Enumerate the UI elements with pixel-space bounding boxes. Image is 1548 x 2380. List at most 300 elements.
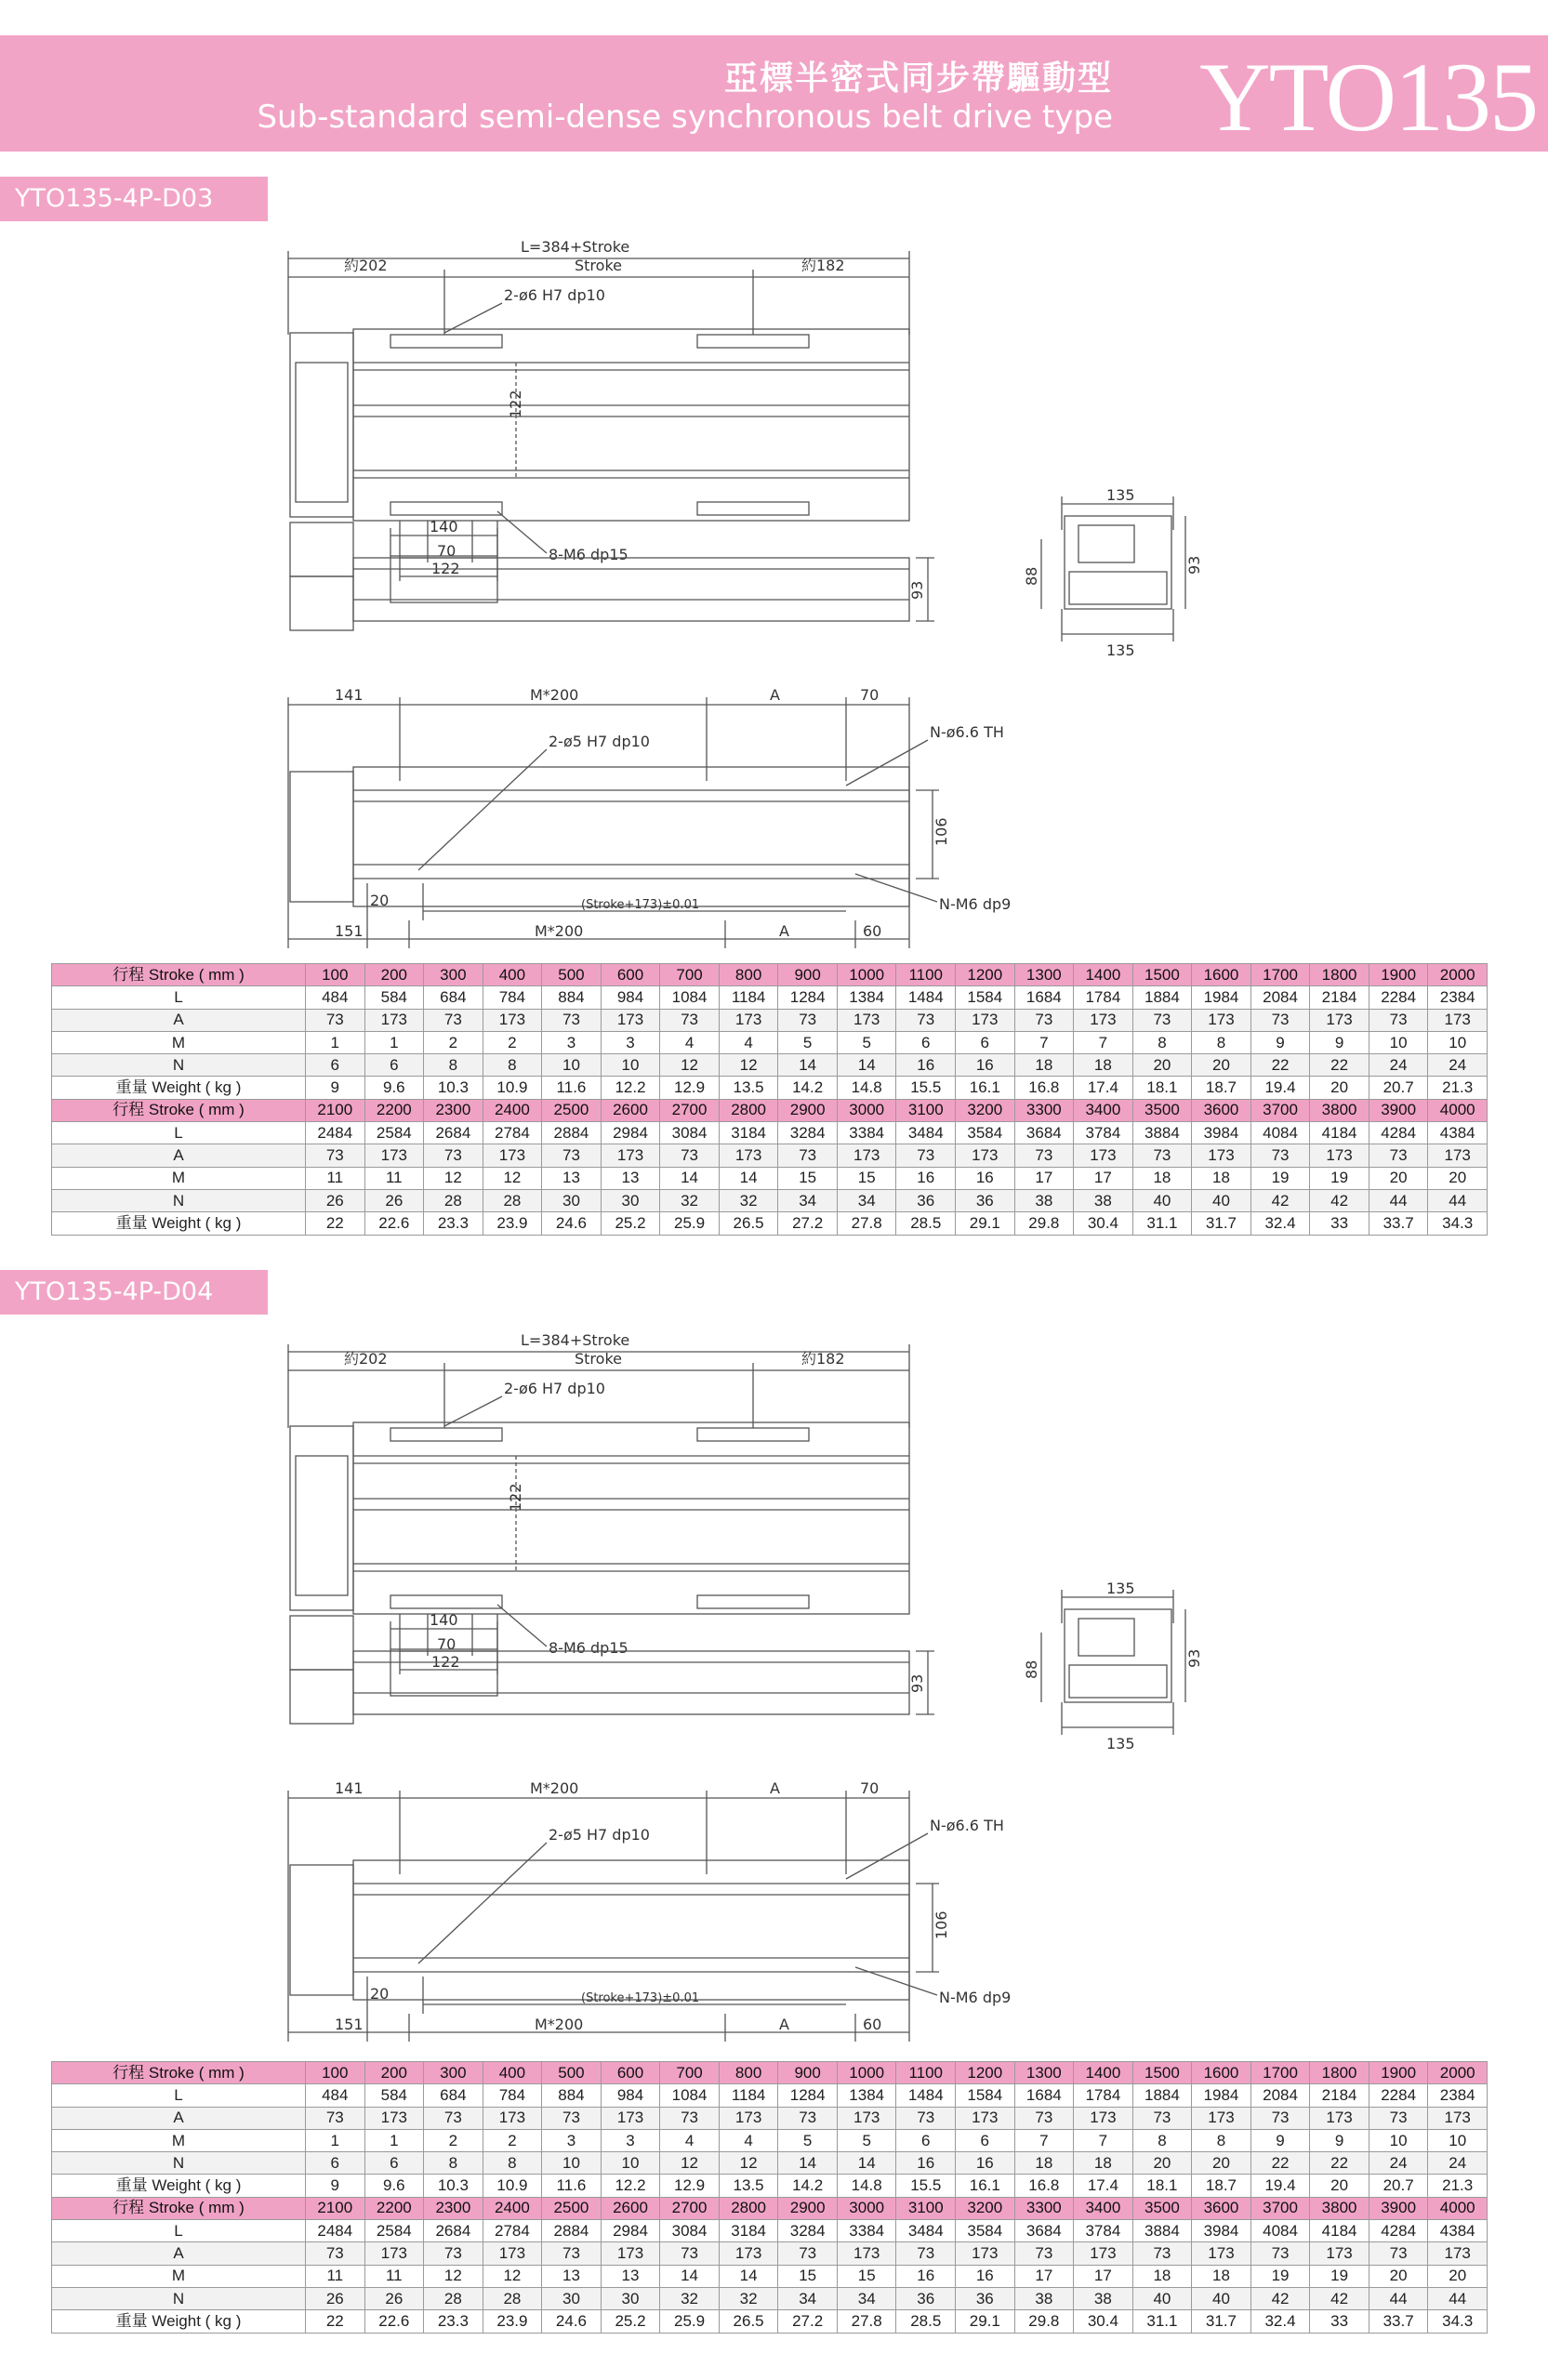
spec-cell: 18.1 [1132,1077,1192,1099]
spec-cell: 1684 [1014,2084,1074,2107]
spec-cell: 2 [424,1031,483,1053]
spec-cell: 22 [306,1212,365,1235]
spec-cell: 22 [1310,2152,1369,2175]
dim-70: 70 [437,1635,456,1653]
spec-cell: 24.6 [542,1212,602,1235]
label-pin-hole: 2-ø6 H7 dp10 [504,1380,605,1397]
dim-122: 122 [431,560,460,577]
spec-cell: 20.7 [1369,1077,1428,1099]
spec-cell: 2000 [1428,964,1488,986]
spec-cell: 16 [896,2265,956,2287]
spec-row-label: M [52,2129,306,2151]
spec-row-label: N [52,1189,306,1211]
spec-cell: 38 [1074,1189,1133,1211]
spec-cell: 26.5 [719,1212,778,1235]
spec-cell: 40 [1192,1189,1251,1211]
spec-cell: 2200 [364,2197,424,2219]
spec-cell: 12 [483,2265,542,2287]
spec-cell: 6 [306,2152,365,2175]
dim-stroke: Stroke [575,257,622,274]
spec-cell: 173 [719,1009,778,1031]
label-tap-bottom: N-M6 dp9 [939,1989,1012,2006]
spec-cell: 173 [719,2107,778,2129]
spec-cell: 3184 [719,1122,778,1144]
spec-cell: 1184 [719,986,778,1009]
title-zh: 亞標半密式同步帶驅動型 [723,60,1113,98]
spec-cell: 3700 [1250,1099,1310,1121]
dim-141: 141 [335,686,364,704]
spec-cell: 3 [542,1031,602,1053]
spec-cell: 4 [719,2129,778,2151]
spec-cell: 73 [1014,2107,1074,2129]
dim-end-width-top: 135 [1106,1580,1135,1597]
spec-cell: 3800 [1310,1099,1369,1121]
spec-cell: 4000 [1428,1099,1488,1121]
spec-cell: 4184 [1310,2220,1369,2242]
spec-cell: 1100 [896,964,956,986]
spec-cell: 3784 [1074,2220,1133,2242]
spec-cell: 2400 [483,2197,542,2219]
spec-cell: 4284 [1369,2220,1428,2242]
spec-cell: 1 [364,2129,424,2151]
spec-cell: 3300 [1014,1099,1074,1121]
drawing-d04 [0,1326,1548,2051]
dim-m200-bottom: M*200 [535,922,584,940]
label-tap-bottom: N-M6 dp9 [939,895,1012,913]
spec-cell: 4 [660,1031,720,1053]
spec-cell: 73 [1132,2107,1192,2129]
spec-cell: 18 [1014,1054,1074,1077]
spec-cell: 38 [1014,2287,1074,2309]
spec-cell: 29.8 [1014,2310,1074,2333]
dim-106: 106 [933,1911,950,1939]
spec-cell: 32 [660,2287,720,2309]
spec-cell: 28 [483,1189,542,1211]
spec-cell: 32.4 [1250,2310,1310,2333]
spec-cell: 20 [1310,2175,1369,2197]
spec-cell: 173 [1310,2107,1369,2129]
spec-cell: 10.3 [424,2175,483,2197]
spec-cell: 1884 [1132,986,1192,1009]
spec-cell: 8 [1192,1031,1251,1053]
spec-cell: 73 [542,1144,602,1167]
spec-cell: 8 [483,2152,542,2175]
spec-cell: 27.2 [778,1212,838,1235]
spec-cell: 3200 [956,2197,1015,2219]
drawing-d03 [0,232,1548,958]
spec-cell: 4084 [1250,1122,1310,1144]
spec-row-label: 重量 Weight ( kg ) [52,2310,306,2333]
spec-cell: 173 [1192,2107,1251,2129]
spec-cell: 173 [837,2107,896,2129]
spec-cell: 1484 [896,2084,956,2107]
spec-cell: 20 [1310,1077,1369,1099]
spec-cell: 173 [1074,1009,1133,1031]
spec-cell: 3100 [896,2197,956,2219]
spec-cell: 173 [956,1144,1015,1167]
spec-cell: 1900 [1369,2062,1428,2084]
spec-cell: 600 [601,2062,660,2084]
end-view [1023,486,1203,659]
spec-cell: 2800 [719,2197,778,2219]
spec-row-M [52,2129,1488,2151]
spec-row-stroke [52,1099,1488,1121]
title-en: Sub-standard semi-dense synchronous belt drive type [257,99,1113,136]
dim-end-width-bottom: 135 [1106,641,1135,659]
spec-cell: 18 [1074,1054,1133,1077]
spec-row-weight [52,1212,1488,1235]
spec-cell: 23.9 [483,2310,542,2333]
spec-cell: 20 [1192,2152,1251,2175]
dim-end-width-bottom: 135 [1106,1735,1135,1752]
spec-cell: 25.2 [601,1212,660,1235]
spec-cell: 20.7 [1369,2175,1428,2197]
spec-cell: 1084 [660,2084,720,2107]
spec-cell: 16 [896,2152,956,2175]
spec-cell: 16 [956,2152,1015,2175]
spec-cell: 173 [364,2242,424,2265]
spec-cell: 6 [306,1054,365,1077]
spec-cell: 7 [1014,2129,1074,2151]
spec-cell: 1400 [1074,2062,1133,2084]
spec-cell: 2500 [542,2197,602,2219]
spec-cell: 12 [483,1167,542,1189]
dim-70: 70 [437,542,456,560]
spec-cell: 73 [896,1144,956,1167]
spec-cell: 42 [1250,1189,1310,1211]
spec-cell: 20 [1132,1054,1192,1077]
spec-cell: 31.7 [1192,2310,1251,2333]
spec-cell: 31.1 [1132,2310,1192,2333]
spec-cell: 73 [1369,1144,1428,1167]
dim-151: 151 [335,2016,364,2033]
spec-cell: 1984 [1192,2084,1251,2107]
spec-row-label: L [52,2220,306,2242]
spec-cell: 16 [956,1167,1015,1189]
spec-cell: 14 [660,2265,720,2287]
spec-cell: 15 [778,2265,838,2287]
spec-cell: 73 [660,2242,720,2265]
spec-cell: 10 [1369,1031,1428,1053]
spec-cell: 34 [837,2287,896,2309]
spec-cell: 173 [1192,1009,1251,1031]
label-through-hole: N-ø6.6 TH [930,723,1004,741]
spec-cell: 26.5 [719,2310,778,2333]
spec-cell: 19 [1310,1167,1369,1189]
spec-cell: 173 [364,2107,424,2129]
spec-cell: 173 [956,2107,1015,2129]
spec-cell: 12 [719,2152,778,2175]
spec-cell: 3584 [956,1122,1015,1144]
spec-row-L [52,2220,1488,2242]
dim-stroke-tol: (Stroke+173)±0.01 [581,898,700,912]
spec-cell: 2300 [424,1099,483,1121]
spec-cell: 1884 [1132,2084,1192,2107]
spec-cell: 3400 [1074,1099,1133,1121]
spec-cell: 600 [601,964,660,986]
spec-cell: 1000 [837,964,896,986]
spec-cell: 10 [1428,1031,1488,1053]
spec-cell: 2284 [1369,2084,1428,2107]
spec-cell: 3 [601,1031,660,1053]
spec-cell: 73 [424,1144,483,1167]
spec-cell: 2100 [306,2197,365,2219]
spec-cell: 2 [424,2129,483,2151]
spec-cell: 17.4 [1074,1077,1133,1099]
spec-cell: 29.8 [1014,1212,1074,1235]
top-view [288,238,909,581]
spec-row-label: N [52,2152,306,2175]
spec-cell: 44 [1369,1189,1428,1211]
spec-cell: 5 [837,2129,896,2151]
spec-cell: 14 [778,1054,838,1077]
spec-row-label: 行程 Stroke ( mm ) [52,964,306,986]
spec-cell: 900 [778,964,838,986]
dim-a-bottom: A [779,2016,789,2033]
spec-cell: 73 [778,1009,838,1031]
spec-cell: 1300 [1014,2062,1074,2084]
spec-cell: 2384 [1428,986,1488,1009]
spec-cell: 16 [956,1054,1015,1077]
spec-cell: 173 [1192,1144,1251,1167]
spec-cell: 73 [1250,1009,1310,1031]
spec-cell: 22 [306,2310,365,2333]
spec-cell: 6 [896,2129,956,2151]
spec-cell: 173 [837,2242,896,2265]
spec-cell: 1284 [778,986,838,1009]
spec-cell: 17 [1014,2265,1074,2287]
spec-cell: 29.1 [956,2310,1015,2333]
spec-cell: 2684 [424,1122,483,1144]
dim-end-width-top: 135 [1106,486,1135,504]
spec-cell: 6 [896,1031,956,1053]
spec-cell: 24 [1369,1054,1428,1077]
spec-cell: 3684 [1014,1122,1074,1144]
spec-row-label: M [52,2265,306,2287]
spec-cell: 2284 [1369,986,1428,1009]
spec-cell: 3084 [660,1122,720,1144]
spec-cell: 13.5 [719,2175,778,2197]
label-pin-bottom: 2-ø5 H7 dp10 [549,1826,650,1844]
spec-cell: 3884 [1132,1122,1192,1144]
spec-cell: 8 [424,2152,483,2175]
spec-cell: 34.3 [1428,1212,1488,1235]
spec-cell: 173 [1074,2242,1133,2265]
spec-cell: 1900 [1369,964,1428,986]
spec-cell: 1800 [1310,2062,1369,2084]
spec-cell: 73 [896,2107,956,2129]
spec-cell: 3284 [778,2220,838,2242]
spec-cell: 31.7 [1192,1212,1251,1235]
spec-row-A [52,2107,1488,2129]
spec-cell: 21.3 [1428,2175,1488,2197]
spec-cell: 73 [1132,1009,1192,1031]
spec-cell: 884 [542,986,602,1009]
spec-cell: 3484 [896,2220,956,2242]
spec-cell: 42 [1310,2287,1369,2309]
spec-row-label: M [52,1167,306,1189]
spec-cell: 22.6 [364,2310,424,2333]
spec-cell: 18 [1192,2265,1251,2287]
spec-cell: 31.1 [1132,1212,1192,1235]
spec-row-label: L [52,1122,306,1144]
spec-cell: 300 [424,964,483,986]
spec-cell: 2500 [542,1099,602,1121]
spec-cell: 12.9 [660,1077,720,1099]
spec-cell: 3500 [1132,1099,1192,1121]
spec-cell: 73 [1369,2242,1428,2265]
spec-cell: 2700 [660,1099,720,1121]
dim-122: 122 [431,1653,460,1671]
spec-cell: 2384 [1428,2084,1488,2107]
spec-cell: 17 [1074,2265,1133,2287]
spec-cell: 73 [778,2107,838,2129]
spec-cell: 26 [364,2287,424,2309]
dim-end-h1: 88 [1023,566,1040,586]
spec-cell: 9 [306,1077,365,1099]
spec-cell: 1600 [1192,2062,1251,2084]
spec-row-stroke [52,2197,1488,2219]
spec-cell: 2484 [306,2220,365,2242]
spec-cell: 19 [1310,2265,1369,2287]
spec-cell: 15.5 [896,2175,956,2197]
spec-cell: 29.1 [956,1212,1015,1235]
spec-cell: 9 [1310,1031,1369,1053]
spec-cell: 1784 [1074,986,1133,1009]
dim-m200-top: M*200 [530,1779,579,1797]
spec-cell: 36 [896,2287,956,2309]
spec-cell: 2100 [306,1099,365,1121]
spec-cell: 18 [1014,2152,1074,2175]
spec-cell: 173 [1074,1144,1133,1167]
spec-cell: 13 [601,2265,660,2287]
spec-cell: 10 [542,2152,602,2175]
spec-cell: 17 [1074,1167,1133,1189]
spec-cell: 2984 [601,2220,660,2242]
spec-cell: 44 [1428,2287,1488,2309]
spec-cell: 173 [1428,1009,1488,1031]
spec-cell: 1984 [1192,986,1251,1009]
spec-cell: 173 [1310,1009,1369,1031]
spec-cell: 3600 [1192,1099,1251,1121]
spec-cell: 8 [1132,1031,1192,1053]
label-pin-hole: 2-ø6 H7 dp10 [504,286,605,304]
spec-cell: 40 [1192,2287,1251,2309]
spec-cell: 42 [1250,2287,1310,2309]
spec-cell: 2400 [483,1099,542,1121]
spec-cell: 3484 [896,1122,956,1144]
spec-cell: 3184 [719,2220,778,2242]
spec-cell: 73 [1132,2242,1192,2265]
spec-cell: 9 [1310,2129,1369,2151]
spec-cell: 2900 [778,2197,838,2219]
spec-cell: 8 [1132,2129,1192,2151]
spec-cell: 18 [1132,2265,1192,2287]
spec-cell: 12.2 [601,1077,660,1099]
spec-cell: 200 [364,964,424,986]
spec-cell: 25.2 [601,2310,660,2333]
spec-cell: 19.4 [1250,2175,1310,2197]
spec-cell: 7 [1074,1031,1133,1053]
spec-cell: 11 [364,1167,424,1189]
spec-cell: 400 [483,964,542,986]
spec-cell: 30.4 [1074,2310,1133,2333]
dim-60: 60 [863,922,882,940]
spec-cell: 20 [1428,1167,1488,1189]
spec-cell: 73 [424,2242,483,2265]
spec-cell: 1184 [719,2084,778,2107]
spec-cell: 7 [1014,1031,1074,1053]
spec-row-A [52,1144,1488,1167]
spec-cell: 4 [660,2129,720,2151]
spec-cell: 173 [601,1144,660,1167]
spec-cell: 5 [837,1031,896,1053]
spec-cell: 32 [719,1189,778,1211]
spec-cell: 34 [778,1189,838,1211]
spec-cell: 200 [364,2062,424,2084]
spec-cell: 3084 [660,2220,720,2242]
spec-cell: 3800 [1310,2197,1369,2219]
dim-carriage: 140 [430,518,458,536]
spec-cell: 4 [719,1031,778,1053]
spec-cell: 5 [778,2129,838,2151]
spec-cell: 6 [956,1031,1015,1053]
spec-cell: 584 [364,2084,424,2107]
spec-cell: 14.8 [837,1077,896,1099]
spec-cell: 100 [306,2062,365,2084]
spec-cell: 10.9 [483,1077,542,1099]
spec-cell: 2184 [1310,986,1369,1009]
spec-cell: 36 [956,1189,1015,1211]
spec-cell: 173 [719,2242,778,2265]
spec-row-label: A [52,2242,306,2265]
spec-cell: 2784 [483,1122,542,1144]
spec-cell: 12 [719,1054,778,1077]
spec-cell: 73 [896,1009,956,1031]
dim-a-top: A [770,686,780,704]
spec-cell: 16.1 [956,1077,1015,1099]
spec-row-stroke [52,964,1488,986]
spec-cell: 1 [306,2129,365,2151]
spec-cell: 16 [956,2265,1015,2287]
spec-cell: 3 [601,2129,660,2151]
spec-cell: 984 [601,2084,660,2107]
dim-141: 141 [335,1779,364,1797]
spec-cell: 3784 [1074,1122,1133,1144]
spec-cell: 15 [837,1167,896,1189]
spec-cell: 18 [1074,2152,1133,2175]
spec-cell: 173 [364,1009,424,1031]
spec-cell: 24.6 [542,2310,602,2333]
side-view [290,1611,934,1724]
spec-cell: 1100 [896,2062,956,2084]
spec-cell: 40 [1132,1189,1192,1211]
spec-cell: 1200 [956,964,1015,986]
spec-cell: 173 [719,1144,778,1167]
spec-cell: 18.7 [1192,2175,1251,2197]
spec-cell: 18 [1132,1167,1192,1189]
spec-cell: 33 [1310,2310,1369,2333]
spec-cell: 12.9 [660,2175,720,2197]
spec-cell: 1500 [1132,964,1192,986]
spec-cell: 73 [660,2107,720,2129]
dim-m200-bottom: M*200 [535,2016,584,2033]
spec-cell: 19.4 [1250,1077,1310,1099]
spec-cell: 19 [1250,1167,1310,1189]
spec-row-label: M [52,1031,306,1053]
spec-cell: 10.9 [483,2175,542,2197]
spec-cell: 3584 [956,2220,1015,2242]
